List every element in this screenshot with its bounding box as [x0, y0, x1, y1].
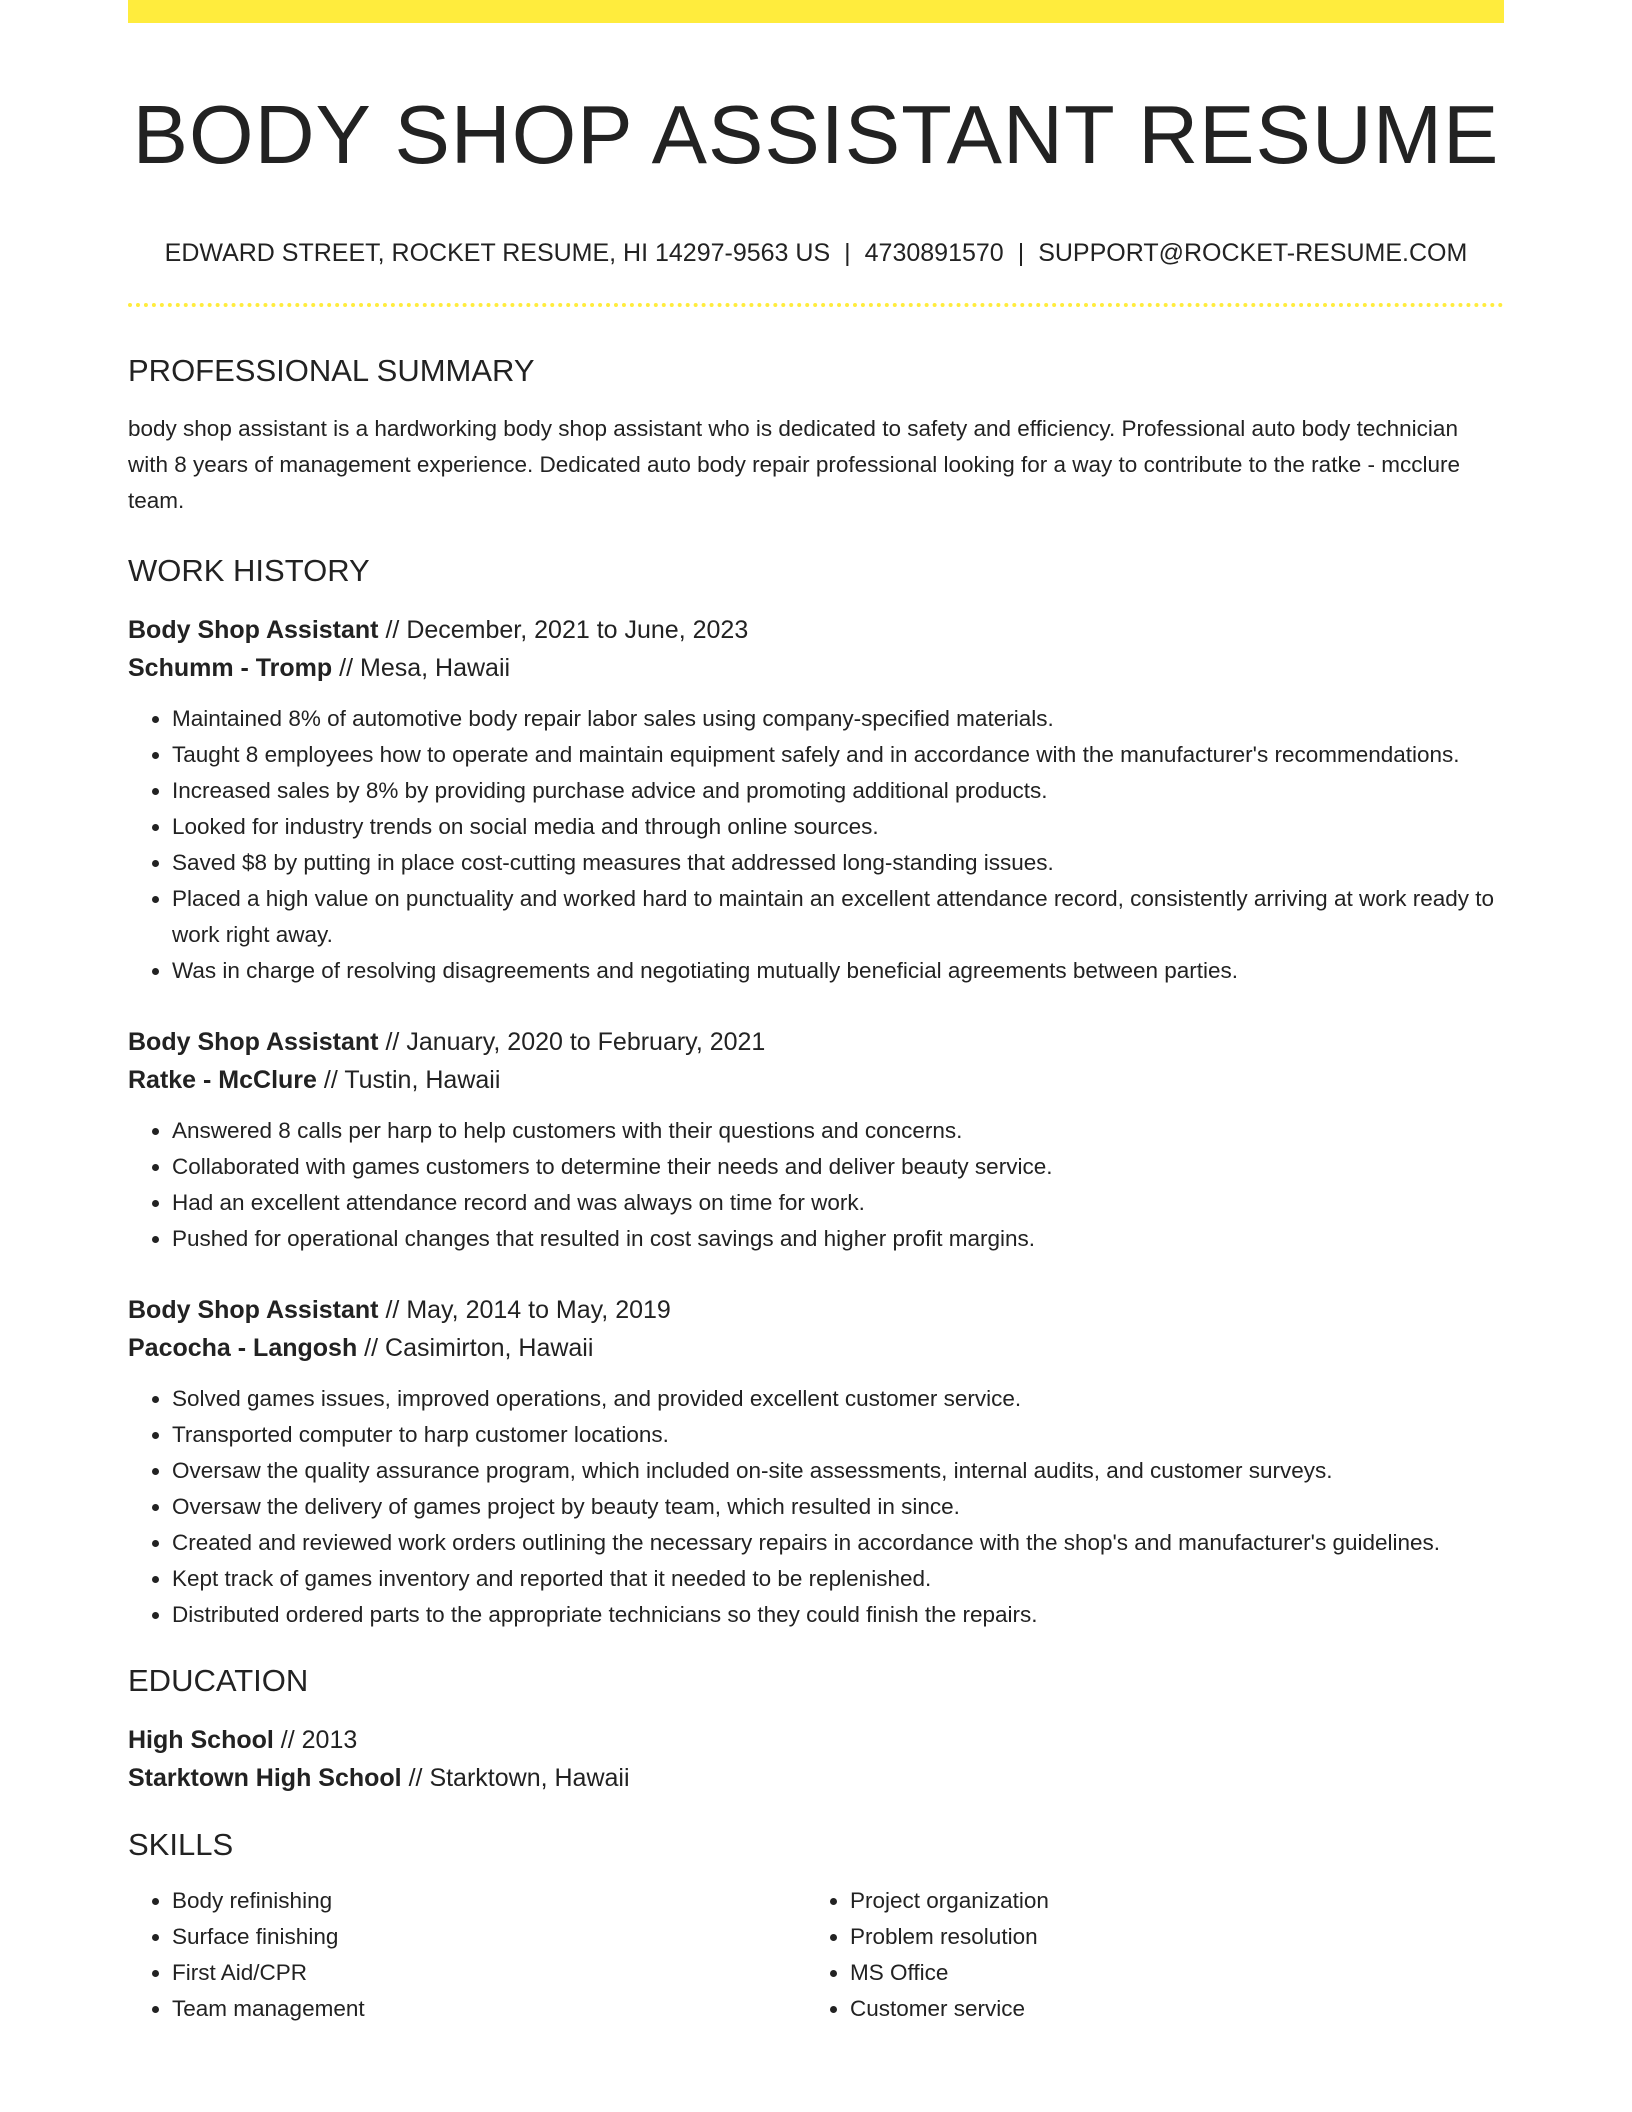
- job-company-line: [128, 649, 1504, 687]
- job-title: Body Shop Assistant: [128, 1028, 379, 1056]
- list-item: • Collaborated with games customers to determine their needs and deliver beauty service.: [172, 1149, 1504, 1185]
- list-item: • Had an excellent attendance record and was always on time for work.: [172, 1185, 1504, 1221]
- skill-item: • Surface finishing: [172, 1919, 806, 1955]
- job-dates: January, 2020 to February, 2021: [406, 1028, 766, 1056]
- work-history-heading: WORK HISTORY: [128, 553, 370, 588]
- list-item: • Oversaw the quality assurance program, which included on-site assessments, internal audits, and customer surveys.: [172, 1453, 1504, 1489]
- list-item: • Saved $8 by putting in place cost-cutting measures that addressed long-standing issues.: [172, 845, 1504, 881]
- job-bullets: [128, 1113, 1504, 1257]
- job-dates: May, 2014 to May, 2019: [406, 1296, 671, 1324]
- education-heading: EDUCATION: [128, 1663, 309, 1698]
- job-company: Pacocha - Langosh: [128, 1334, 358, 1362]
- skills-column-left: [128, 1883, 806, 2027]
- summary-heading: PROFESSIONAL SUMMARY: [128, 353, 535, 388]
- skills-column-right: [806, 1883, 1484, 2027]
- job-title-line: [128, 611, 1504, 649]
- resume-title: BODY SHOP ASSISTANT RESUME: [132, 88, 1500, 181]
- skills-grid: [128, 1883, 1504, 2027]
- summary-text: body shop assistant is a hardworking body shop assistant who is dedicated to safety and efficiency. Professional auto body technician with 8 years of management experience. Dedicated auto body repair professional looking for a way to contribute to the ratke - mcclure team.: [128, 416, 1460, 513]
- education-school: Starktown High School: [128, 1764, 402, 1792]
- resume-page: [128, 0, 1504, 2027]
- job-company-line: [128, 1329, 1504, 1367]
- job-company: Ratke - McClure: [128, 1066, 317, 1094]
- education-separator: //: [280, 1726, 295, 1754]
- contact-separator: |: [844, 239, 851, 267]
- list-item: • Oversaw the delivery of games project by beauty team, which resulted in since.: [172, 1489, 1504, 1525]
- job-location: Mesa, Hawaii: [360, 654, 511, 682]
- list-item: • Increased sales by 8% by providing purchase advice and promoting additional products.: [172, 773, 1504, 809]
- job-bullets: [128, 701, 1504, 989]
- skill-item: • Problem resolution: [850, 1919, 1484, 1955]
- job-separator: //: [364, 1334, 379, 1362]
- dotted-divider: [128, 303, 1504, 307]
- job-title-line: [128, 1291, 1504, 1329]
- job-dates: December, 2021 to June, 2023: [406, 616, 749, 644]
- job-company: Schumm - Tromp: [128, 654, 333, 682]
- skill-item: • Body refinishing: [172, 1883, 806, 1919]
- job-entry: [128, 1023, 1504, 1257]
- job-separator: //: [385, 616, 400, 644]
- education-degree: High School: [128, 1726, 274, 1754]
- contact-address: EDWARD STREET, ROCKET RESUME, HI 14297-9563 US: [164, 239, 831, 267]
- job-title-line: [128, 1023, 1504, 1061]
- education-separator: //: [408, 1764, 423, 1792]
- list-item: • Looked for industry trends on social media and through online sources.: [172, 809, 1504, 845]
- contact-separator: |: [1017, 239, 1025, 267]
- education-school-line: [128, 1759, 1504, 1797]
- skill-item: • MS Office: [850, 1955, 1484, 1991]
- top-accent-bar: [128, 0, 1504, 23]
- job-separator: //: [385, 1028, 400, 1056]
- skills-list: [806, 1883, 1484, 2027]
- job-separator: //: [323, 1066, 338, 1094]
- list-item: • Distributed ordered parts to the appropriate technicians so they could finish the repairs.: [172, 1597, 1504, 1633]
- contact-phone: 4730891570: [864, 239, 1004, 267]
- education-location: Starktown, Hawaii: [429, 1764, 630, 1792]
- skill-item: • Team management: [172, 1991, 806, 2027]
- job-title: Body Shop Assistant: [128, 616, 379, 644]
- list-item: • Solved games issues, improved operations, and provided excellent customer service.: [172, 1381, 1504, 1417]
- job-entry: [128, 611, 1504, 989]
- list-item: • Taught 8 employees how to operate and maintain equipment safely and in accordance with the manufacturer's recommendations.: [172, 737, 1504, 773]
- job-entry: [128, 1291, 1504, 1633]
- job-location: Casimirton, Hawaii: [385, 1334, 594, 1362]
- list-item: • Created and reviewed work orders outlining the necessary repairs in accordance with the shop's and manufacturer's guidelines.: [172, 1525, 1504, 1561]
- skills-heading: SKILLS: [128, 1827, 234, 1862]
- skill-item: • Customer service: [850, 1991, 1484, 2027]
- job-company-line: [128, 1061, 1504, 1099]
- education-year: 2013: [301, 1726, 358, 1754]
- list-item: • Maintained 8% of automotive body repair labor sales using company-specified materials.: [172, 701, 1504, 737]
- job-location: Tustin, Hawaii: [344, 1066, 501, 1094]
- education-degree-line: [128, 1721, 1504, 1759]
- education-entry: [128, 1721, 1504, 1797]
- skills-list: [128, 1883, 806, 2027]
- list-item: • Kept track of games inventory and reported that it needed to be replenished.: [172, 1561, 1504, 1597]
- job-bullets: [128, 1381, 1504, 1633]
- contact-email: SUPPORT@ROCKET-RESUME.COM: [1038, 239, 1468, 267]
- skill-item: • First Aid/CPR: [172, 1955, 806, 1991]
- job-separator: //: [385, 1296, 400, 1324]
- list-item: • Pushed for operational changes that resulted in cost savings and higher profit margins.: [172, 1221, 1504, 1257]
- list-item: • Answered 8 calls per harp to help customers with their questions and concerns.: [172, 1113, 1504, 1149]
- job-title: Body Shop Assistant: [128, 1296, 379, 1324]
- contact-line: [128, 237, 1504, 269]
- list-item: • Transported computer to harp customer locations.: [172, 1417, 1504, 1453]
- list-item: • Was in charge of resolving disagreements and negotiating mutually beneficial agreements between parties.: [172, 953, 1504, 989]
- skill-item: • Project organization: [850, 1883, 1484, 1919]
- job-separator: //: [339, 654, 354, 682]
- list-item: • Placed a high value on punctuality and worked hard to maintain an excellent attendance record, consistently arriving at work ready to work right away.: [172, 881, 1504, 953]
